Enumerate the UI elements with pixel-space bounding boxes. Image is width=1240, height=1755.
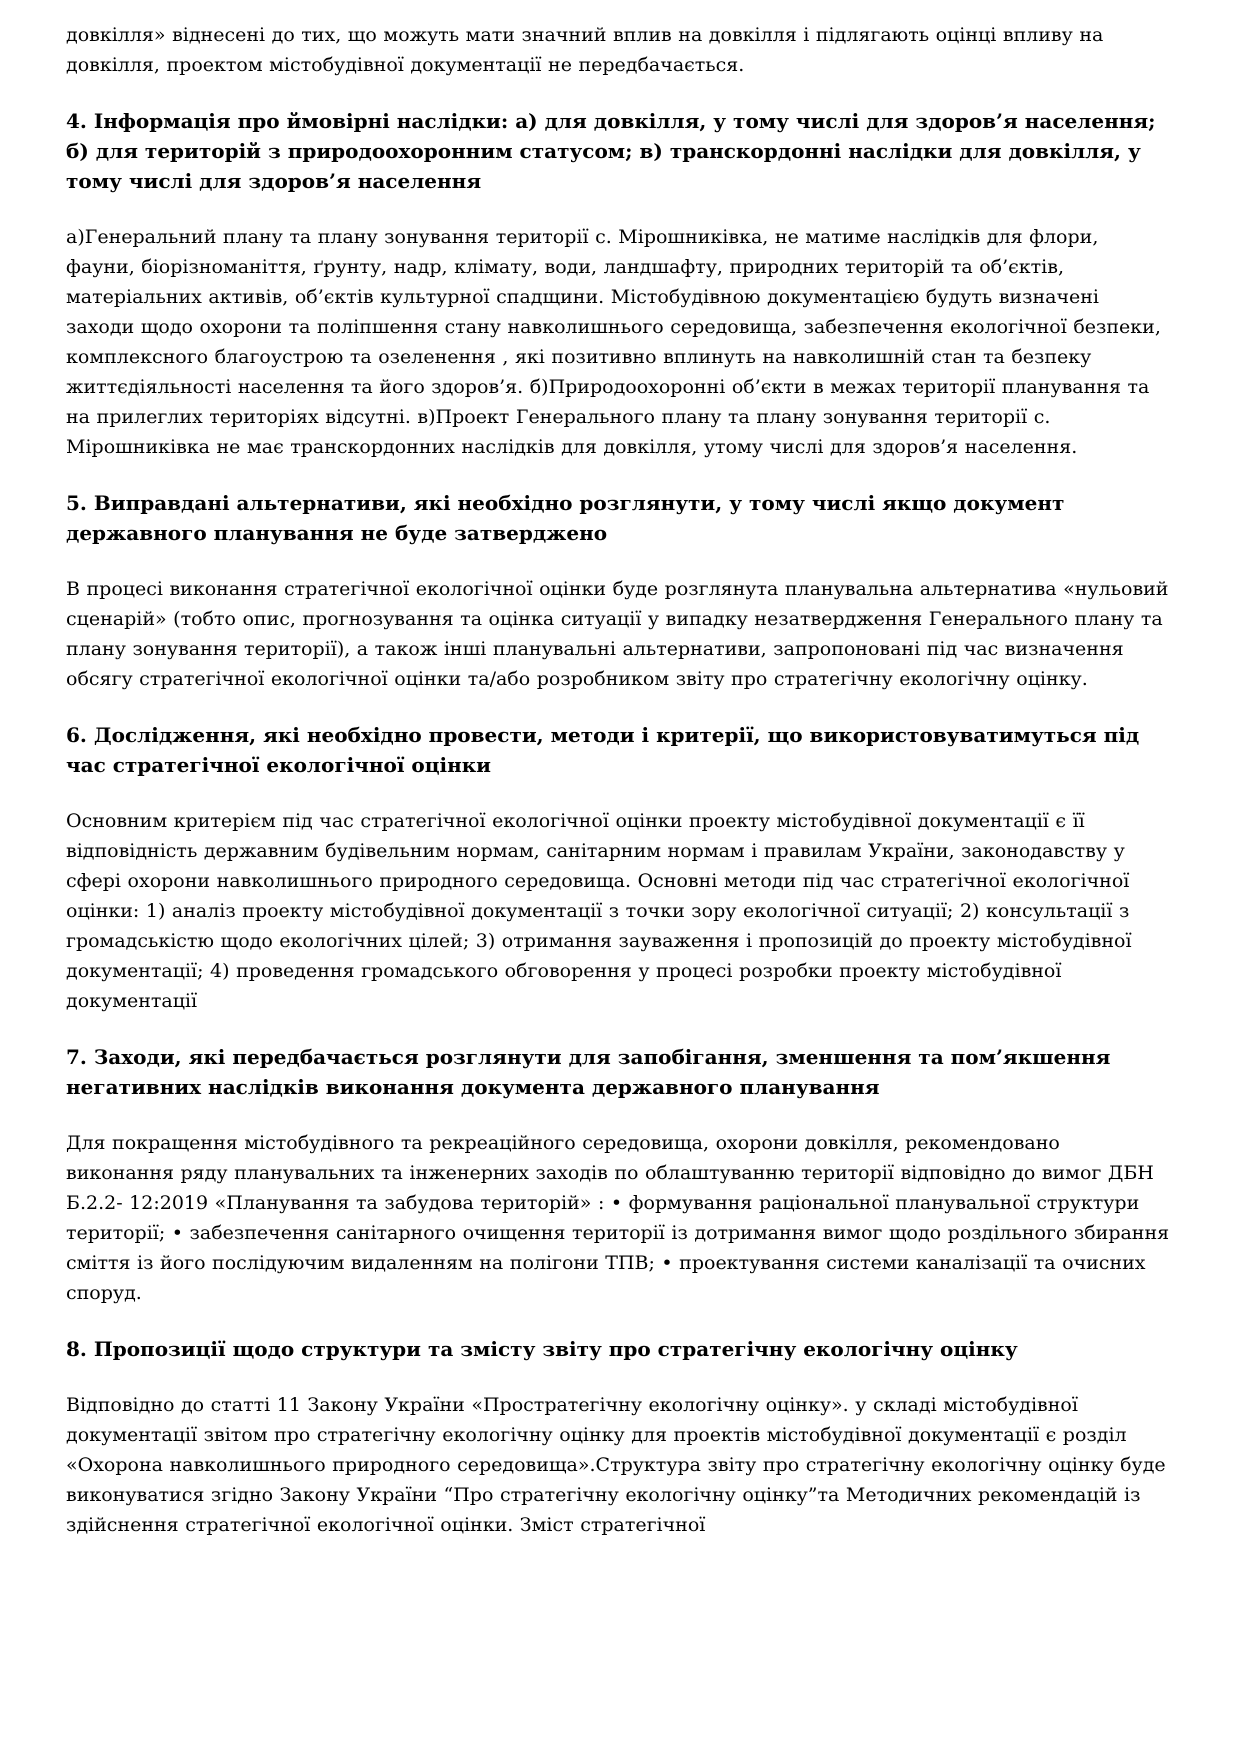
section-5-heading: 5. Виправдані альтернативи, які необхідно розглянути, у тому числі якщо документ державного планування не буде затверджено	[66, 491, 1065, 545]
section-4-paragraph: а)Генеральний плану та плану зонування території с. Мірошниківка, не матиме наслідків для флори, фауни, біорізноманіття, ґрунту, надр, клімату, води, ландшафту, природних територій та об’єктів, матеріальних активів, об’єктів культурної спадщини. Містобудівною документацією будуть визначені заходи щодо охорони та поліпшення стану навколишнього середовища, забезпечення екологічної безпеки, комплексного благоустрою та озеленення , які позитивно вплинуть на навколишній стан та безпеку життєдіяльності населення та його здоров’я. б)Природоохоронні об’єкти в межах території планування та на прилеглих територіях відсутні. в)Проект Генерального плану та плану зонування території с. Мірошниківка не має транскордонних наслідків для довкілля, утому числі для здоров’я населення.	[66, 226, 1161, 458]
section-7-heading: 7. Заходи, які передбачається розглянути для запобігання, зменшення та пом’якшення негативних наслідків виконання документа державного планування	[66, 1045, 1111, 1099]
section-6-heading: 6. Дослідження, які необхідно провести, методи і критерії, що використовуватимуться під час стратегічної екологічної оцінки	[66, 723, 1140, 777]
section-5-paragraph: В процесі виконання стратегічної екологічної оцінки буде розглянута планувальна альтернатива «нульовий сценарій» (тобто опис, прогнозування та оцінка ситуації у випадку незатвердження Генерального плану та плану зонування території), а також інші планувальні альтернативи, запропоновані під час визначення обсягу стратегічної екологічної оцінки та/або розробником звіту про стратегічну екологічну оцінку.	[66, 578, 1169, 690]
section-8-paragraph: Відповідно до статті 11 Закону України «Простратегічну екологічну оцінку». у складі містобудівної документації звітом про стратегічну екологічну оцінку для проектів містобудівної документації є розділ «Охорона навколишнього природного середовища».Структура звіту про стратегічну екологічну оцінку буде виконуватися згідно Закону України “Про стратегічну екологічну оцінку”та Методичних рекомендацій із здійснення стратегічної екологічної оцінки. Зміст стратегічної	[66, 1394, 1166, 1536]
section-7-paragraph: Для покращення містобудівного та рекреаційного середовища, охорони довкілля, рекомендовано виконання ряду планувальних та інженерних заходів по облаштуванню території відповідно до вимог ДБН Б.2.2- 12:2019 «Планування та забудова територій» : • формування раціональної планувальної структури території; • забезпечення санітарного очищення території із дотримання вимог щодо роздільного збирання сміття із його послідуючим видаленням на полігони ТПВ; • проектування системи каналізації та очисних споруд.	[66, 1132, 1170, 1304]
section-8-heading: 8. Пропозиції щодо структури та змісту звіту про стратегічну екологічну оцінку	[66, 1337, 1018, 1361]
section-6-paragraph: Основним критерієм під час стратегічної екологічної оцінки проекту містобудівної документації є її відповідність державним будівельним нормам, санітарним нормам і правилам України, законодавству у сфері охорони навколишнього природного середовища. Основні методи під час стратегічної екологічної оцінки: 1) аналіз проекту містобудівної документації з точки зору екологічної ситуації; 2) консультації з громадськістю щодо екологічних цілей; 3) отримання зауваження і пропозицій до проекту містобудівної документації; 4) проведення громадського обговорення у процесі розробки проекту містобудівної документації	[66, 810, 1132, 1012]
section-4-heading: 4. Інформація про ймовірні наслідки: а) для довкілля, у тому числі для здоров’я населення; б) для територій з природоохоронним статусом; в) транскордонні наслідки для довкілля, у тому числі для здоров’я населення	[66, 109, 1156, 193]
intro-continuation-paragraph: довкілля» віднесені до тих, що можуть мати значний вплив на довкілля і підлягають оцінці впливу на довкілля, проектом містобудівної документації не передбачається.	[66, 24, 1104, 76]
